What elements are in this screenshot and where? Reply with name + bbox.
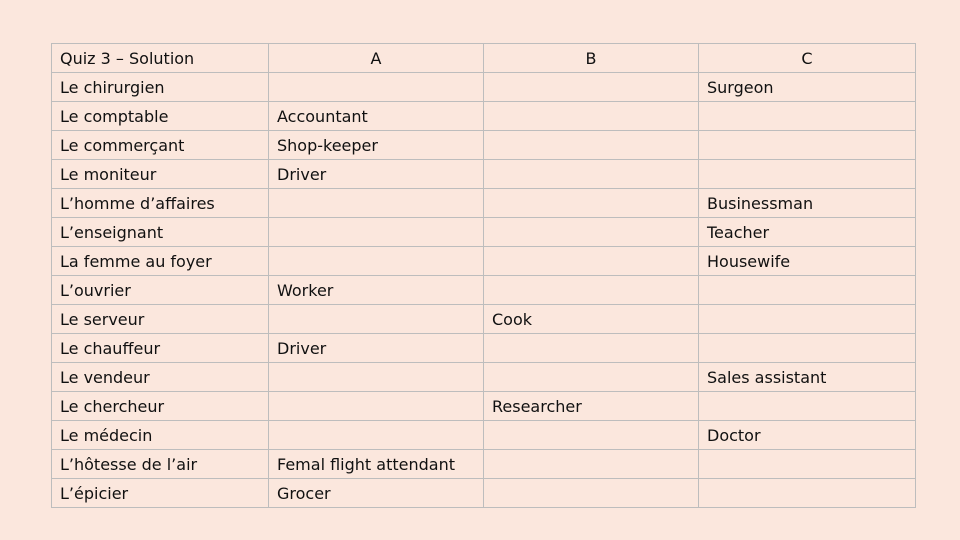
table-row	[52, 363, 916, 392]
answer-a-cell	[269, 305, 484, 334]
answer-c-cell: Housewife	[699, 247, 916, 276]
answer-c-cell	[699, 305, 916, 334]
french-term-cell: Le chercheur	[52, 392, 269, 421]
table-row	[52, 334, 916, 363]
answer-c-cell	[699, 160, 916, 189]
answer-a-cell: Worker	[269, 276, 484, 305]
table-row	[52, 479, 916, 508]
answer-c-cell: Businessman	[699, 189, 916, 218]
column-a-header: A	[269, 44, 484, 73]
table-row	[52, 450, 916, 479]
answer-a-cell	[269, 218, 484, 247]
answer-b-cell	[484, 363, 699, 392]
answer-a-cell	[269, 247, 484, 276]
french-term-cell: L’hôtesse de l’air	[52, 450, 269, 479]
french-term-cell: Le commerçant	[52, 131, 269, 160]
column-c-header: C	[699, 44, 916, 73]
french-term-cell: Le médecin	[52, 421, 269, 450]
french-term-cell: L’ouvrier	[52, 276, 269, 305]
table-row	[52, 102, 916, 131]
column-b-header: B	[484, 44, 699, 73]
table-row	[52, 131, 916, 160]
table-row	[52, 392, 916, 421]
french-term-cell: L’homme d’affaires	[52, 189, 269, 218]
french-term-cell: Le chirurgien	[52, 73, 269, 102]
answer-c-cell	[699, 392, 916, 421]
french-term-cell: Le vendeur	[52, 363, 269, 392]
answer-a-cell: Femal flight attendant	[269, 450, 484, 479]
table-row	[52, 421, 916, 450]
french-term-cell: La femme au foyer	[52, 247, 269, 276]
answer-c-cell	[699, 102, 916, 131]
answer-a-cell	[269, 421, 484, 450]
answer-b-cell	[484, 102, 699, 131]
answer-b-cell	[484, 276, 699, 305]
answer-b-cell	[484, 160, 699, 189]
answer-c-cell	[699, 276, 916, 305]
french-term-cell: L’épicier	[52, 479, 269, 508]
answer-b-cell	[484, 218, 699, 247]
answer-b-cell: Researcher	[484, 392, 699, 421]
header-row	[52, 44, 916, 73]
answer-c-cell	[699, 479, 916, 508]
french-term-cell: Le comptable	[52, 102, 269, 131]
quiz-solution-table	[51, 43, 916, 508]
french-term-cell: Le serveur	[52, 305, 269, 334]
table-row	[52, 218, 916, 247]
answer-a-cell: Grocer	[269, 479, 484, 508]
answer-c-cell: Teacher	[699, 218, 916, 247]
answer-a-cell	[269, 363, 484, 392]
answer-b-cell: Cook	[484, 305, 699, 334]
answer-b-cell	[484, 189, 699, 218]
french-term-cell: L’enseignant	[52, 218, 269, 247]
french-term-cell: Le chauffeur	[52, 334, 269, 363]
table-row	[52, 247, 916, 276]
answer-c-cell: Sales assistant	[699, 363, 916, 392]
answer-a-cell: Driver	[269, 160, 484, 189]
answer-a-cell	[269, 392, 484, 421]
answer-a-cell: Accountant	[269, 102, 484, 131]
answer-b-cell	[484, 131, 699, 160]
answer-c-cell	[699, 131, 916, 160]
table-row	[52, 73, 916, 102]
answer-b-cell	[484, 334, 699, 363]
answer-a-cell: Shop-keeper	[269, 131, 484, 160]
answer-a-cell: Driver	[269, 334, 484, 363]
table-row	[52, 305, 916, 334]
answer-c-cell: Doctor	[699, 421, 916, 450]
table-row	[52, 189, 916, 218]
answer-c-cell	[699, 450, 916, 479]
french-term-cell: Le moniteur	[52, 160, 269, 189]
answer-b-cell	[484, 73, 699, 102]
table-row	[52, 160, 916, 189]
table-row	[52, 276, 916, 305]
answer-b-cell	[484, 450, 699, 479]
answer-c-cell	[699, 334, 916, 363]
quiz-body	[52, 73, 916, 508]
answer-b-cell	[484, 479, 699, 508]
answer-a-cell	[269, 189, 484, 218]
answer-b-cell	[484, 247, 699, 276]
answer-c-cell: Surgeon	[699, 73, 916, 102]
answer-b-cell	[484, 421, 699, 450]
answer-a-cell	[269, 73, 484, 102]
quiz-title: Quiz 3 – Solution	[52, 44, 269, 73]
